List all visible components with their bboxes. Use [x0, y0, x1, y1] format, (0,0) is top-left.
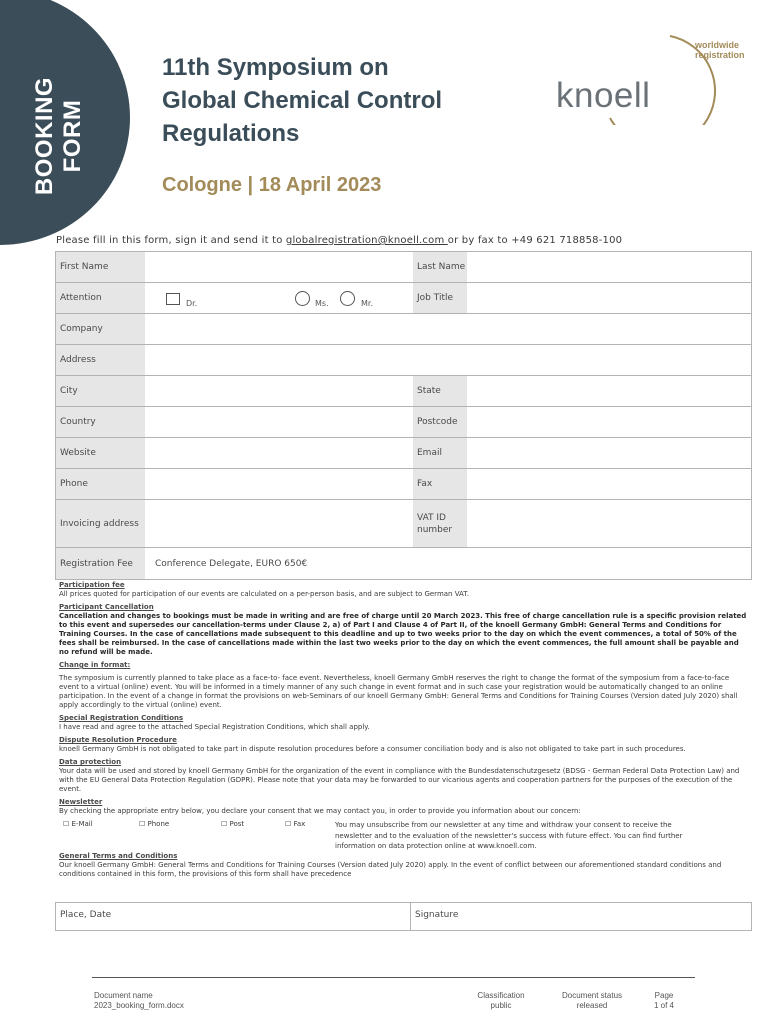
form-row-attention [56, 283, 751, 314]
logo-tagline [695, 40, 745, 60]
job-title-label: Job Title [413, 283, 467, 313]
signature-label: Signature [415, 910, 459, 920]
company-label: Company [56, 314, 145, 344]
dispute-heading: Dispute Resolution Procedure [59, 736, 177, 744]
job-title-field[interactable] [467, 283, 751, 313]
fax-field[interactable] [467, 469, 751, 499]
dr-option-label: Dr. [186, 299, 198, 308]
form-row-address [56, 345, 751, 376]
attention-label: Attention [56, 283, 145, 313]
vat-id-label-1: VAT ID [417, 512, 446, 523]
status-value: released [576, 1001, 608, 1010]
form-row-website [56, 438, 751, 469]
page-title [162, 51, 522, 150]
address-field[interactable] [145, 345, 751, 375]
company-field[interactable] [145, 314, 751, 344]
change-format-heading: Change in format: [59, 661, 131, 669]
invoicing-address-label: Invoicing address [56, 500, 145, 547]
footer-document-name [94, 991, 184, 1011]
state-label: State [413, 376, 467, 406]
special-conditions-heading: Special Registration Conditions [59, 714, 184, 722]
website-field[interactable] [145, 438, 413, 468]
city-field[interactable] [145, 376, 413, 406]
attention-options [145, 283, 413, 313]
special-conditions-text: I have read and agree to the attached Special Registration Conditions, which shall apply. [59, 723, 370, 731]
newsletter-email-checkbox[interactable]: ☐ E-Mail [63, 820, 93, 828]
logo-tagline-2: registration [695, 50, 745, 60]
address-label: Address [56, 345, 145, 375]
dispute-text: knoell Germany GmbH is not obligated to take part in dispute resolution procedures before a consumer conciliation body and is also not obligated to take part in such procedures. [59, 745, 686, 753]
logo-wordmark: knoell [556, 76, 651, 115]
state-field[interactable] [467, 376, 751, 406]
participation-fee-text: All prices quoted for participation of our events are calculated on a per-person basis, and are subject to German VAT. [59, 590, 469, 598]
vat-id-label-2: number [417, 524, 453, 535]
classification-label: Classification [477, 991, 525, 1000]
form-row-city [56, 376, 751, 407]
form-row-invoicing [56, 500, 751, 548]
change-format-text: The symposium is currently planned to take place as a face-to- face event. Nevertheless, knoell Germany GmbH reserves the right to change the format of the symposium from a face-to-face event to a virtual (online) event. You will be informed in a timely manner of any such change in event format and in such case your registration would be automatically changed to an online participation. In the event of a change in format the provisions on web-Seminars of our knoell Germany GmbH: General Terms and Conditions for Training Courses (Version dated July 2020) shall apply accordingly to the virtual (online) event. [59, 674, 738, 709]
intro-fax-text: or by fax to +49 621 718858-100 [447, 235, 623, 246]
dr-checkbox[interactable] [166, 293, 180, 305]
form-row-country [56, 407, 751, 438]
first-name-label: First Name [56, 252, 145, 282]
doc-name-value: 2023_booking_form.docx [94, 1001, 184, 1010]
title-line-2: Global Chemical Control [162, 87, 443, 114]
email-field[interactable] [467, 438, 751, 468]
badge-line-1: BOOKING [31, 76, 59, 195]
terms-section [59, 581, 749, 879]
gtc-heading: General Terms and Conditions [59, 852, 178, 860]
newsletter-heading: Newsletter [59, 798, 103, 806]
footer-classification [476, 991, 526, 1011]
form-row-fee [56, 548, 751, 579]
title-line-3: Regulations [162, 120, 300, 147]
form-row-company [56, 314, 751, 345]
title-line-1: 11th Symposium on [162, 54, 389, 81]
footer-divider [92, 977, 695, 978]
registration-fee-label: Registration Fee [56, 548, 145, 579]
country-label: Country [56, 407, 145, 437]
city-label: City [56, 376, 145, 406]
registration-fee-value: Conference Delegate, EURO 650€ [155, 558, 308, 569]
phone-label: Phone [56, 469, 145, 499]
website-label: Website [56, 438, 145, 468]
cancellation-heading: Participant Cancellation [59, 603, 154, 611]
first-name-field[interactable] [145, 252, 413, 282]
booking-form-table [55, 251, 752, 580]
logo-tagline-1: worldwide [695, 40, 740, 50]
classification-value: public [490, 1001, 512, 1010]
page-label: Page [654, 991, 674, 1000]
vat-id-field[interactable] [467, 500, 751, 547]
place-date-field[interactable] [56, 903, 411, 930]
badge-label [12, 68, 107, 203]
registration-email-link[interactable]: globalregistration@knoell.com [285, 235, 448, 246]
email-label: Email [413, 438, 467, 468]
cancellation-text: Cancellation and changes to bookings must be made in writing and are free of charge until 20 March 2023. This free of charge cancellation rule is a specific provision related to this event and supersedes our cancellation-terms under Clause 2, a) of Part I and Clause 4 of Part II, of the knoell Germany GmbH: General Terms and Conditions for Training Courses. In the case of cancellations made subsequent to this deadline and up to two weeks prior to the day on which the event commences, a total of 50% of the fees shall be reimbursed. In the case of cancellations made within the last two weeks prior to the day on which the event commences, the full amount shall be payable and no refund will be made. [59, 612, 747, 656]
data-protection-text: Your data will be used and stored by knoell Germany GmbH for the organization of the event in compliance with the Bundesdatenschutzgesetz (BDSG - German Federal Data Protection Law) and with the EU General Data Protection Regulation (GDPR). Please note that your data may be forwarded to our vicarious agents and cooperation partners for the purposes of the execution of the event. [59, 767, 740, 793]
invoicing-address-field[interactable] [145, 500, 413, 547]
participation-fee-heading: Participation fee [59, 581, 125, 589]
event-location-date: Cologne | 18 April 2023 [162, 174, 382, 196]
signature-field[interactable] [411, 903, 751, 930]
newsletter-post-checkbox[interactable]: ☐ Post [221, 820, 245, 828]
form-instructions [56, 235, 622, 246]
postcode-field[interactable] [467, 407, 751, 437]
signature-row [55, 902, 752, 931]
last-name-label: Last Name [413, 252, 467, 282]
fax-label: Fax [413, 469, 467, 499]
postcode-label: Postcode [413, 407, 467, 437]
newsletter-options [59, 820, 749, 852]
vat-id-label [413, 500, 467, 547]
page-value: 1 of 4 [653, 1001, 674, 1010]
ms-radio[interactable] [295, 291, 310, 306]
doc-name-label: Document name [94, 991, 153, 1000]
newsletter-fax-checkbox[interactable]: ☐ Fax [285, 820, 306, 828]
knoell-logo [550, 30, 750, 125]
country-field[interactable] [145, 407, 413, 437]
data-protection-heading: Data protection [59, 758, 122, 766]
status-label: Document status [561, 991, 623, 1000]
ms-option-label: Ms. [315, 299, 329, 308]
badge-line-2: FORM [59, 99, 87, 172]
newsletter-unsubscribe-note: You may unsubscribe from our newsletter at any time and withdraw your consent to receive the newsletter and to the evaluation of the newsletter's success with future effect. You can find further information on data protection online at www.knoell.com. [335, 821, 683, 850]
last-name-field[interactable] [467, 252, 751, 282]
place-date-label: Place, Date [60, 910, 112, 920]
newsletter-phone-checkbox[interactable]: ☐ Phone [139, 820, 170, 828]
phone-field[interactable] [145, 469, 413, 499]
footer-page [646, 991, 682, 1011]
mr-radio[interactable] [340, 291, 355, 306]
mr-option-label: Mr. [361, 299, 373, 308]
intro-text: Please fill in this form, sign it and send it to [56, 235, 286, 246]
form-row-phone [56, 469, 751, 500]
form-row-name [56, 252, 751, 283]
gtc-text: Our knoell Germany GmbH: General Terms and Conditions for Training Courses (Version dated July 2020) apply. In the event of conflict between our aforementioned standard conditions and conditions contained in this form, the provisions of this form shall have precedence [59, 861, 722, 878]
newsletter-text: By checking the appropriate entry below, you declare your consent that we may contact you, in order to provide you information about our concern: [59, 807, 581, 815]
footer-status [557, 991, 627, 1011]
